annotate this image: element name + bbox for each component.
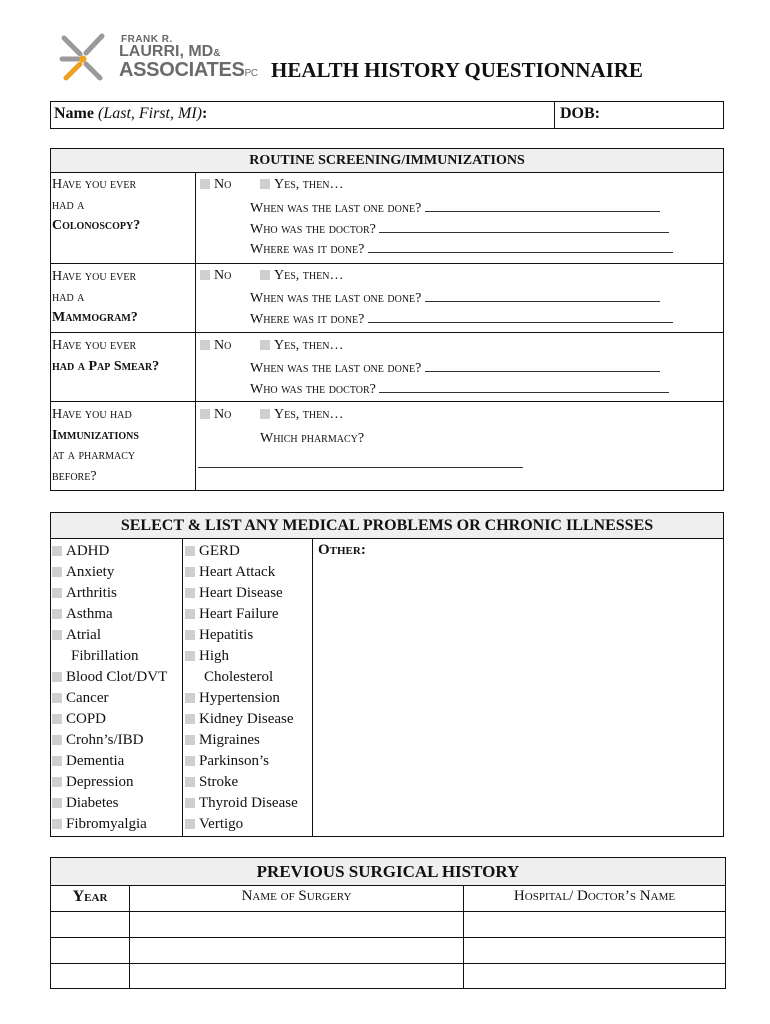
name-field[interactable]: Name (Last, First, MI):: [54, 105, 208, 122]
pap-smear-no-checkbox[interactable]: No: [200, 338, 231, 354]
illness-checkbox-asthma[interactable]: Asthma: [52, 604, 180, 625]
illness-checkbox-heart-disease[interactable]: Heart Disease: [185, 583, 310, 604]
pharmacy-line[interactable]: [198, 455, 523, 468]
surgery-row-1[interactable]: [51, 912, 725, 937]
illness-checkbox-fibromyalgia[interactable]: Fibromyalgia: [52, 814, 180, 835]
question-colonoscopy: Have you ever had a Colonoscopy?: [52, 177, 141, 233]
mammogram-no-checkbox[interactable]: No: [200, 268, 231, 284]
illness-checkbox-vertigo[interactable]: Vertigo: [185, 814, 310, 835]
illnesses-header: SELECT & LIST ANY MEDICAL PROBLEMS OR CHRONIC ILLNESSES: [51, 513, 723, 539]
pharmacy-label: Which pharmacy?: [260, 431, 365, 446]
illness-column-2: [185, 541, 310, 835]
logo-text-line3: ASSOCIATESPC: [119, 59, 258, 81]
surgery-header: PREVIOUS SURGICAL HISTORY: [51, 858, 725, 886]
illness-checkbox-diabetes[interactable]: Diabetes: [52, 793, 180, 814]
page-title: HEALTH HISTORY QUESTIONNAIRE: [271, 58, 643, 82]
mammogram-details[interactable]: When was the last one done? Where was it done?: [250, 289, 673, 330]
illness-checkbox-parkinsons[interactable]: Parkinson’s: [185, 751, 310, 772]
column-header-surgery: Name of Surgery: [241, 888, 352, 904]
illness-checkbox-heart-failure[interactable]: Heart Failure: [185, 604, 310, 625]
question-mammogram: Have you ever had a Mammogram?: [52, 269, 138, 325]
immunizations-yes-checkbox[interactable]: Yes, then…: [260, 407, 343, 423]
surgery-row-3[interactable]: [51, 964, 725, 989]
illness-checkbox-gerd[interactable]: GERD: [185, 541, 310, 562]
dob-field[interactable]: DOB:: [560, 105, 600, 122]
pap-smear-details[interactable]: When was the last one done? Who was the doctor?: [250, 359, 669, 400]
illness-checkbox-blood-clot[interactable]: Blood Clot/DVT: [52, 667, 180, 688]
screening-header: ROUTINE SCREENING/IMMUNIZATIONS: [51, 149, 723, 173]
colonoscopy-no-checkbox[interactable]: No: [200, 177, 231, 193]
immunizations-no-checkbox[interactable]: No: [200, 407, 231, 423]
illness-column-1: [52, 541, 180, 835]
illness-checkbox-hypertension[interactable]: Hypertension: [185, 688, 310, 709]
illness-checkbox-copd[interactable]: COPD: [52, 709, 180, 730]
logo-text-line2: LAURRI, MD&: [119, 43, 221, 60]
illness-checkbox-thyroid-disease[interactable]: Thyroid Disease: [185, 793, 310, 814]
question-immunizations: Have you had Immunizations at a pharmacy before?: [52, 407, 139, 484]
surgery-row-2[interactable]: [51, 938, 725, 963]
illness-checkbox-arthritis[interactable]: Arthritis: [52, 583, 180, 604]
illness-checkbox-cancer[interactable]: Cancer: [52, 688, 180, 709]
illness-checkbox-stroke[interactable]: Stroke: [185, 772, 310, 793]
illness-checkbox-kidney-disease[interactable]: Kidney Disease: [185, 709, 310, 730]
colonoscopy-yes-checkbox[interactable]: Yes, then…: [260, 177, 343, 193]
illness-checkbox-crohns[interactable]: Crohn’s/IBD: [52, 730, 180, 751]
illness-checkbox-depression[interactable]: Depression: [52, 772, 180, 793]
column-header-hospital: Hospital/ Doctor’s Name: [513, 888, 676, 904]
illness-checkbox-migraines[interactable]: Migraines: [185, 730, 310, 751]
other-illnesses-field[interactable]: Other:: [318, 542, 366, 558]
illness-checkbox-high-cholesterol[interactable]: High Cholesterol: [185, 646, 264, 688]
illness-checkbox-anxiety[interactable]: Anxiety: [52, 562, 180, 583]
illness-checkbox-atrial-fibrillation[interactable]: Atrial Fibrillation: [52, 625, 151, 667]
pap-smear-yes-checkbox[interactable]: Yes, then…: [260, 338, 343, 354]
illness-checkbox-hepatitis[interactable]: Hepatitis: [185, 625, 310, 646]
colonoscopy-details[interactable]: When was the last one done? Who was the doctor? Where was it done?: [250, 199, 673, 261]
logo-mark: [58, 33, 108, 83]
illness-checkbox-heart-attack[interactable]: Heart Attack: [185, 562, 310, 583]
mammogram-yes-checkbox[interactable]: Yes, then…: [260, 268, 343, 284]
illness-checkbox-adhd[interactable]: ADHD: [52, 541, 180, 562]
question-pap-smear: Have you ever had a Pap Smear?: [52, 338, 160, 374]
column-header-year: Year: [72, 888, 108, 905]
logo-text-line1: FRANK R.: [121, 34, 173, 45]
illness-checkbox-dementia[interactable]: Dementia: [52, 751, 180, 772]
